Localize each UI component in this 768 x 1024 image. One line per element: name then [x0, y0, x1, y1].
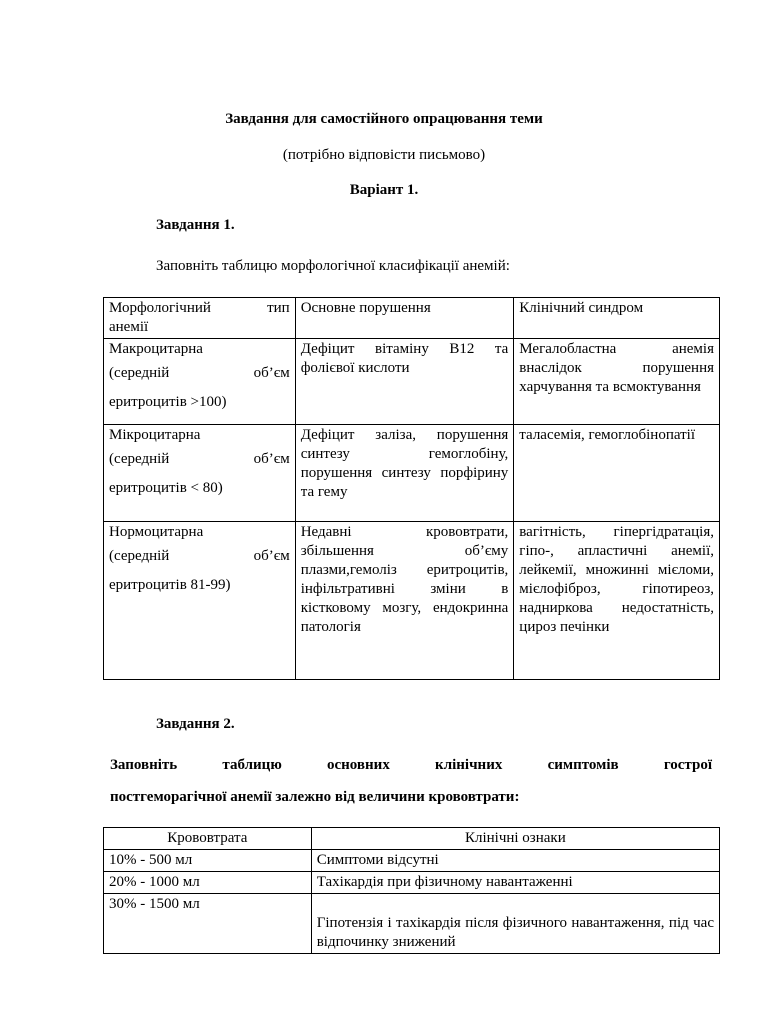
morph-type-cell: Макроцитарна (середній об’єм еритроцитів >100): [104, 339, 296, 425]
task2-heading: Завдання 2.: [156, 716, 235, 732]
table-row: [104, 339, 720, 425]
main-disorder-cell: Недавні крововтрати, збільшення об’єму плазми,гемоліз еритроцитів, інфільтративні зміни в кістковому мозгу, ендокринна патологія: [295, 522, 514, 680]
doc-title: Завдання для самостійного опрацювання теми: [225, 111, 543, 127]
clinical-syndrome-cell: Мегалобластна анемія внаслідок порушення харчування та всмоктування: [514, 339, 720, 425]
blood-loss-table: [103, 827, 720, 954]
blood-loss-cell: 20% - 1000 мл: [104, 872, 312, 894]
morph-type-cell: Нормоцитарна (середній об’єм еритроцитів 81-99): [104, 522, 296, 680]
table-row: [104, 522, 720, 680]
task2-instruction-line2: постгеморагічної анемії залежно від величини крововтрати:: [110, 789, 520, 805]
table-row: [104, 850, 720, 872]
table-header-cell: Морфологічний тип анемії: [104, 298, 296, 339]
blood-loss-cell: 30% - 1500 мл: [104, 894, 312, 954]
table-row: [104, 872, 720, 894]
clinical-signs-cell: Тахікардія при фізичному навантаженні: [311, 872, 719, 894]
table-header-row: [104, 828, 720, 850]
table-row: [104, 894, 720, 954]
table-header-cell: Основне порушення: [295, 298, 514, 339]
morphology-table: [103, 297, 720, 680]
clinical-signs-cell: Гіпотензія і тахікардія після фізичного навантаження, під час відпочинку знижений: [311, 894, 719, 954]
variant-heading: Варіант 1.: [349, 182, 419, 198]
doc-subtitle: (потрібно відповісти письмово): [282, 147, 486, 163]
clinical-syndrome-cell: вагітність, гіпергідратація, гіпо-, апластичні анемії, лейкемії, множинні мієломи, мієлофіброз, гіпотиреоз, надниркова недостатність, цироз печінки: [514, 522, 720, 680]
task2-instruction-line1: Заповніть таблицю основних клінічних симптомів гострої: [110, 757, 712, 773]
table-header-row: [104, 298, 720, 339]
morph-type-cell: Мікроцитарна (середній об’єм еритроцитів < 80): [104, 425, 296, 522]
task1-heading: Завдання 1.: [156, 217, 235, 233]
clinical-syndrome-cell: таласемія, гемоглобінопатії: [514, 425, 720, 522]
table-header-cell: Клінічні ознаки: [311, 828, 719, 850]
blood-loss-cell: 10% - 500 мл: [104, 850, 312, 872]
table-row: [104, 425, 720, 522]
main-disorder-cell: Дефіцит вітаміну В12 та фолієвої кислоти: [295, 339, 514, 425]
table-header-cell: Клінічний синдром: [514, 298, 720, 339]
table-header-cell: Крововтрата: [104, 828, 312, 850]
clinical-signs-cell: Симптоми відсутні: [311, 850, 719, 872]
task1-instruction: Заповніть таблицю морфологічної класифікації анемій:: [156, 258, 510, 274]
main-disorder-cell: Дефіцит заліза, порушення синтезу гемоглобіну, порушення синтезу порфірину та гему: [295, 425, 514, 522]
